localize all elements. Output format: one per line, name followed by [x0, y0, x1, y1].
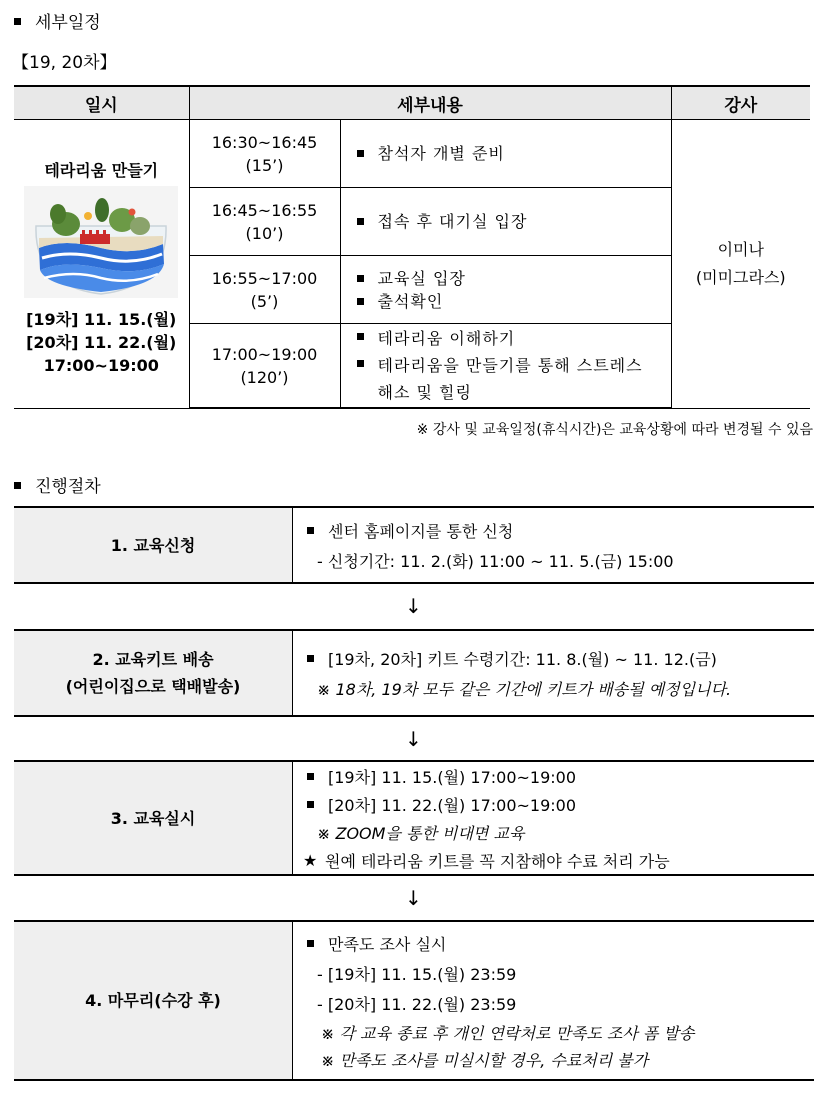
list-item: [19차, 20차] 키트 수령기간: 11. 8.(월) ~ 11. 12.(금): [307, 643, 814, 673]
bullet-square-icon: [307, 940, 314, 947]
bullet-square-icon: [307, 801, 314, 808]
list-item: 테라리움 이해하기: [353, 325, 670, 352]
time-cell: 16:55~17:00 (5’): [189, 256, 340, 324]
list-item: 출석확인: [353, 290, 670, 313]
list-item: 센터 홈페이지를 통한 신청: [307, 515, 814, 545]
down-arrow-icon: ↓: [405, 886, 422, 910]
bullet-square-icon: [357, 360, 364, 367]
step-content: [293, 762, 814, 874]
bullet-square-icon: [307, 527, 314, 534]
list-item: - 신청기간: 11. 2.(화) 11:00 ~ 11. 5.(금) 15:00: [317, 551, 674, 571]
procedure-step-2: [14, 629, 814, 717]
list-item: ※ ZOOM을 통한 비대면 교육: [317, 823, 525, 843]
list-item: ★ 원예 테라리움 키트를 꼭 지참해야 수료 처리 가능: [303, 850, 670, 871]
bullet-square-icon: [14, 18, 21, 25]
procedure-step-1: [14, 506, 814, 584]
step-label: 1. 교육신청: [14, 508, 293, 582]
list-item: - [20차] 11. 22.(월) 23:59: [317, 995, 517, 1014]
bullet-square-icon: [357, 218, 364, 225]
table-row: [14, 120, 810, 188]
time-cell: 16:45~16:55 (10’): [189, 188, 340, 256]
terrarium-image: [24, 186, 178, 298]
bullet-square-icon: [357, 298, 364, 305]
list-item-continued: 해소 및 힐링: [377, 383, 472, 402]
program-time: 17:00~19:00: [43, 356, 159, 376]
program-cell: [14, 120, 189, 409]
step-label: 2. 교육키트 배송 (어린이집으로 택배발송): [14, 631, 293, 715]
header-date: 일시: [14, 86, 189, 120]
detail-cell: [340, 324, 671, 409]
bullet-square-icon: [307, 655, 314, 662]
schedule-notice: ※ 강사 및 교육일정(휴식시간)은 교육상황에 따라 변경될 수 있음: [416, 422, 813, 438]
step-label: 4. 마무리(수강 후): [14, 922, 293, 1079]
time-cell: 17:00~19:00 (120’): [189, 324, 340, 409]
step-content: [293, 508, 814, 582]
list-item: [20차] 11. 22.(월) 17:00~19:00: [303, 790, 814, 818]
detail-cell: [340, 188, 671, 256]
list-item: ※ 18차, 19차 모두 같은 기간에 키트가 배송될 예정입니다.: [317, 679, 732, 699]
procedure-section-title: 진행절차: [14, 472, 101, 497]
down-arrow-icon: ↓: [405, 594, 422, 618]
list-item: [19차] 11. 15.(월) 17:00~19:00: [303, 762, 814, 790]
star-icon: ★: [303, 850, 318, 870]
list-item: ※ 각 교육 종료 후 개인 연락처로 만족도 조사 폼 발송: [321, 1023, 695, 1043]
list-item: 테라리움을 만들기를 통해 스트레스: [353, 352, 670, 379]
program-title: 테라리움 만들기: [44, 161, 159, 181]
header-instructor: 강사: [671, 86, 810, 120]
schedule-table-header: [14, 86, 810, 120]
list-item: 접속 후 대기실 입장: [353, 210, 670, 233]
list-item: 만족도 조사 실시: [307, 929, 814, 959]
schedule-table: [14, 85, 810, 409]
detail-cell: [340, 120, 671, 188]
round-label: 【19, 20차】: [12, 53, 117, 73]
list-item: 교육실 입장: [353, 267, 670, 290]
bullet-square-icon: [357, 150, 364, 157]
time-cell: 16:30~16:45 (15’): [189, 120, 340, 188]
step-content: [293, 922, 814, 1079]
procedure-step-4: [14, 920, 814, 1081]
step-content: [293, 631, 814, 715]
bullet-square-icon: [14, 482, 21, 489]
header-details: 세부내용: [189, 86, 671, 120]
bullet-square-icon: [357, 333, 364, 340]
bullet-square-icon: [357, 275, 364, 282]
step-label: 3. 교육실시: [14, 762, 293, 874]
instructor-cell: 이미나 (미미그라스): [671, 120, 810, 409]
detail-cell: [340, 256, 671, 324]
down-arrow-icon: ↓: [405, 727, 422, 751]
bullet-square-icon: [307, 773, 314, 780]
list-item: ※ 만족도 조사를 미실시할 경우, 수료처리 불가: [321, 1050, 649, 1070]
procedure-step-3: [14, 760, 814, 876]
list-item: 참석자 개별 준비: [353, 142, 670, 165]
program-date-20: [20차] 11. 22.(월): [26, 333, 177, 353]
program-date-19: [19차] 11. 15.(월): [26, 310, 177, 330]
list-item: - [19차] 11. 15.(월) 23:59: [317, 965, 517, 984]
schedule-section-title: 세부일정: [14, 8, 101, 33]
